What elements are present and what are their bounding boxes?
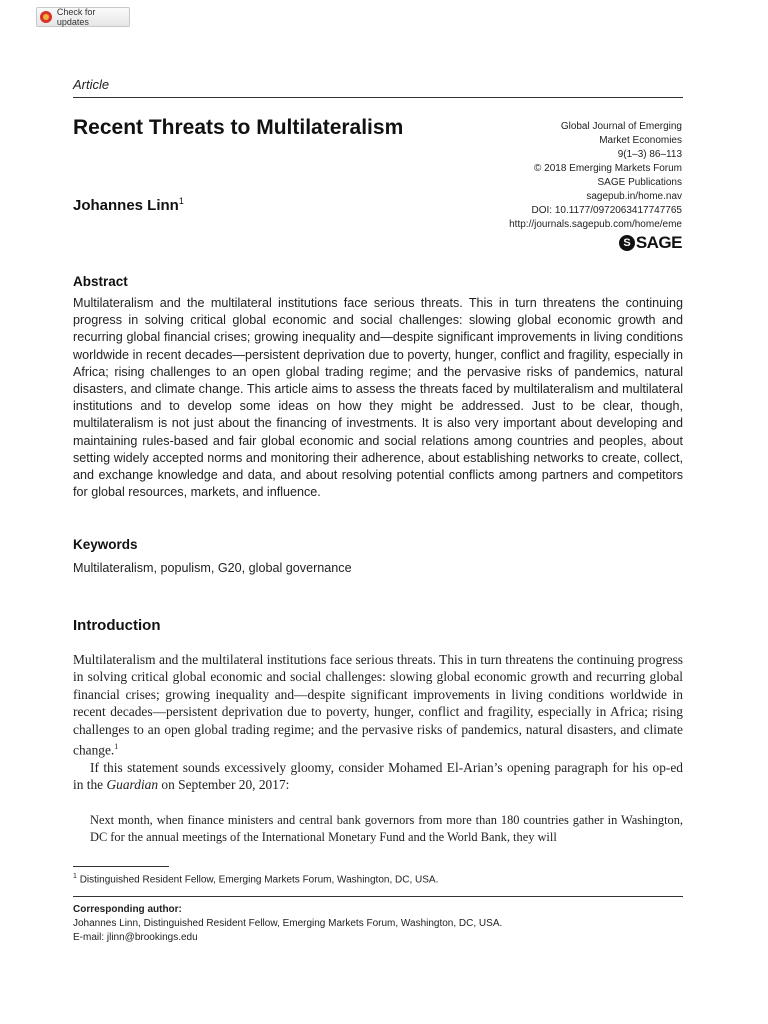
corresponding-author-label: Corresponding author: bbox=[73, 904, 182, 915]
sage-logo-icon: S bbox=[619, 235, 635, 251]
footnote bbox=[73, 873, 438, 885]
abstract-heading: Abstract bbox=[73, 274, 128, 289]
journal-volume: 9(1–3) 86–113 bbox=[617, 149, 682, 160]
footnote-divider bbox=[73, 866, 169, 867]
journal-homepage-url[interactable]: http://journals.sagepub.com/home/eme bbox=[509, 219, 682, 230]
intro-paragraph-1 bbox=[73, 651, 683, 759]
abstract-text: Multilateralism and the multilateral institutions face serious threats. This in turn threatens the continuing progress in solving critical global economic and social challenges: slowing global economic growth and recurring global financial crises; growing inequality and—despite significant improvements in living conditions worldwide in recent decades—persistent deprivation due to poverty, hunger, conflict and fragility, especially in Africa; rising challenges to an open global trading regime; and the pervasive risks of pandemics, natural disasters, and climate change. This article aims to assess the threats faced by multilateralism and multilateral institutions and to develop some ideas on how they might be addressed. Just to be clear, though, multilateralism is not just about the financing of investments. It is also very important about developing and maintaining rules-based and fair global economic and social relations among countries and peoples, about setting widely accepted norms and monitoring their adherence, about establishing networks to create, collect, and exchange knowledge and data, and about resolving potential conflicts among partners and competitors for global resources, markets, and influence. bbox=[73, 296, 683, 500]
author-affiliation-marker: 1 bbox=[178, 196, 184, 206]
journal-publisher-url[interactable]: sagepub.in/home.nav bbox=[586, 191, 682, 202]
journal-doi[interactable]: DOI: 10.1177/0972063417747765 bbox=[531, 205, 682, 216]
journal-info bbox=[509, 120, 682, 232]
journal-name-line-1: Global Journal of Emerging bbox=[560, 121, 682, 132]
block-quote: Next month, when finance ministers and central bank governors from more than 180 countries gather in Washington, DC for the annual meetings of the International Monetary Fund and the World Bank, they will bbox=[90, 813, 683, 844]
journal-name-line-2: Market Economies bbox=[599, 135, 682, 146]
intro-paragraph-1-text: Multilateralism and the multilateral institutions face serious threats. This in turn threatens the continuing progress in solving critical global economic and social challenges: slowing global economic growth and recurring global financial crises; growing inequality and—despite significant improvements in living conditions worldwide in recent decades—persistent deprivation due to poverty, hunger, conflict and fragility, especially in Africa; rising challenges to an open global trading regime; and the pervasive risks of pandemics, natural disasters, and climate change. bbox=[73, 652, 683, 758]
paper-title: Recent Threats to Multilateralism bbox=[73, 116, 404, 139]
guardian-italic: Guardian bbox=[106, 777, 159, 793]
author-name-text: Johannes Linn bbox=[73, 197, 179, 214]
journal-publisher: SAGE Publications bbox=[597, 177, 682, 188]
footnote-marker: 1 bbox=[73, 873, 77, 880]
journal-copyright: © 2018 Emerging Markets Forum bbox=[534, 163, 682, 174]
corresponding-author-details: Johannes Linn, Distinguished Resident Fellow, Emerging Markets Forum, Washington, DC, USA. bbox=[73, 918, 503, 929]
keywords-text: Multilateralism, populism, G20, global governance bbox=[73, 561, 352, 575]
article-type-label: Article bbox=[73, 77, 110, 92]
correspondence-block bbox=[73, 903, 502, 945]
correspondence-divider bbox=[73, 896, 683, 897]
header-divider bbox=[73, 97, 683, 98]
footnote-reference[interactable]: 1 bbox=[114, 742, 119, 752]
introduction-body bbox=[73, 651, 683, 794]
check-for-updates-badge[interactable] bbox=[36, 7, 130, 27]
sage-logo-text: SAGE bbox=[635, 233, 682, 252]
check-for-updates-label: Check for updates bbox=[56, 7, 96, 27]
keywords-heading: Keywords bbox=[73, 537, 138, 552]
intro-paragraph-2 bbox=[73, 759, 683, 794]
footnote-text: Distinguished Resident Fellow, Emerging Markets Forum, Washington, DC, USA. bbox=[79, 874, 439, 886]
sage-logo bbox=[619, 233, 682, 253]
corresponding-author-email[interactable]: E-mail: jlinn@brookings.edu bbox=[73, 932, 198, 943]
intro-paragraph-2-end: on September 20, 2017: bbox=[158, 777, 290, 793]
crossmark-icon bbox=[40, 11, 52, 23]
intro-paragraph-2-text: If this statement sounds excessively gloomy, consider Mohamed El-Arian’s opening paragraph for his op-ed in the bbox=[73, 759, 683, 793]
author-name bbox=[73, 196, 184, 214]
introduction-heading: Introduction bbox=[73, 617, 161, 634]
